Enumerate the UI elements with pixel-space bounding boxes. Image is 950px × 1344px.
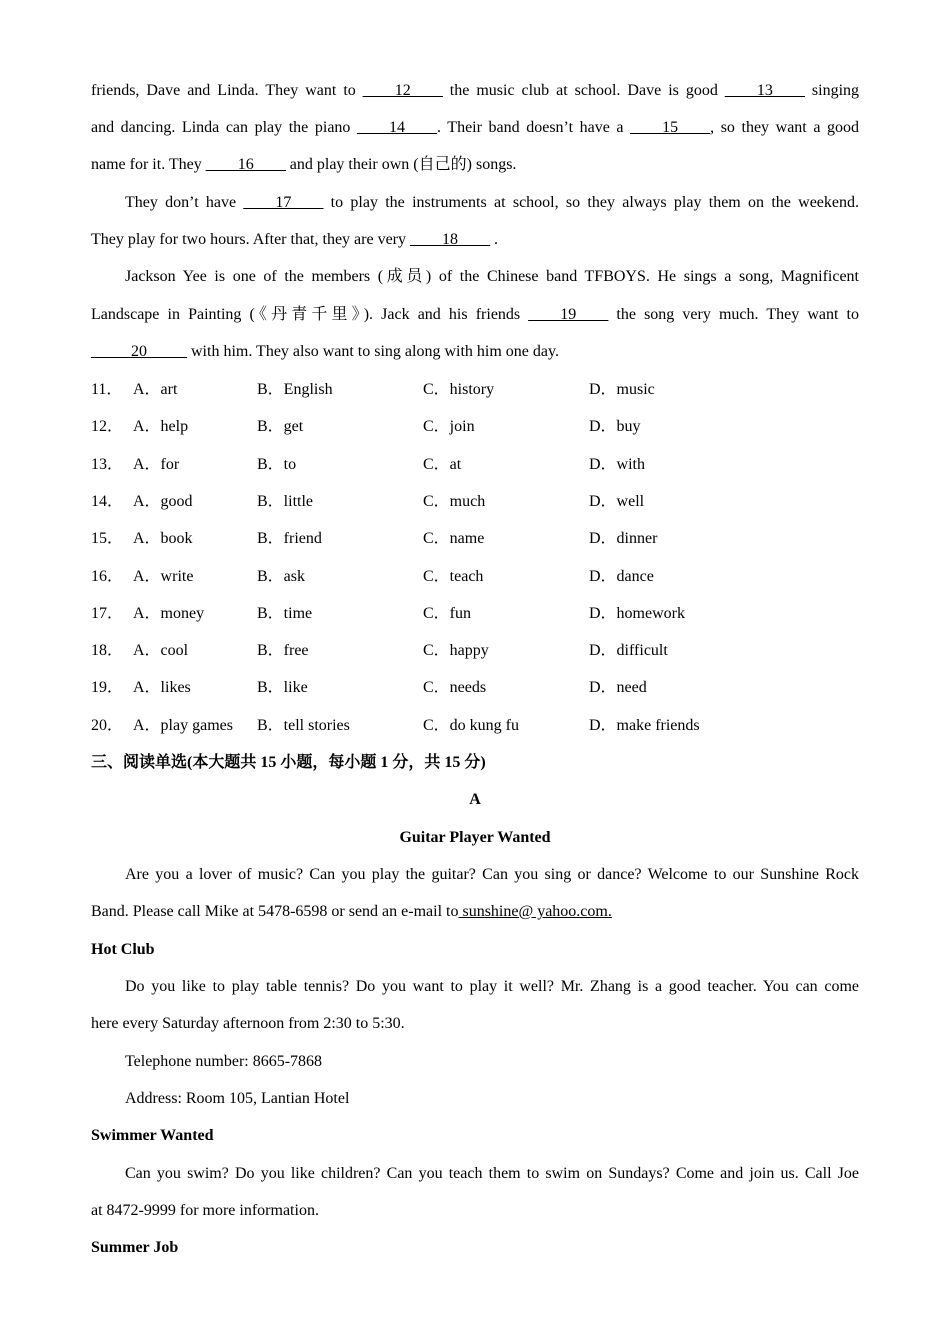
ad-hotclub-line-2: here every Saturday afternoon from 2:30 to 5:30. [91,1015,405,1032]
question-number: 18． [91,642,124,659]
question-number: 14． [91,493,124,510]
question-row [91,676,859,700]
option-a: A．good [133,493,193,510]
passage-text: , so they want a good [710,119,860,136]
question-row [91,565,859,589]
question-row [91,639,859,663]
question-number: 17． [91,605,124,622]
passage-text: and dancing. Linda can play the piano [91,119,358,136]
question-number: 15． [91,530,124,547]
blank-15: ____15____ [630,119,711,136]
question-row [91,490,859,514]
option-d: D．make friends [589,717,700,734]
option-a: A．write [133,568,194,585]
option-c: C．history [423,381,495,398]
blank-17: ____17____ [243,194,324,211]
option-d: D．with [589,456,646,473]
option-a: A．book [133,530,193,547]
option-a: A．play games [133,717,233,734]
ad-text: Band. Please call Mike at 5478-6598 or send an e-mail to [91,903,459,920]
passage-line-3 [91,153,859,177]
option-b: B．tell stories [257,717,350,734]
blank-20: _____20_____ [91,343,187,360]
option-a: A．for [133,456,180,473]
option-c: C．much [423,493,486,510]
passage-line-4 [125,191,859,215]
option-d: D．difficult [589,642,668,659]
passage-text: singing [804,82,860,99]
ad-title-guitar: Guitar Player Wanted [399,829,551,846]
ad-swimmer-line-2: at 8472-9999 for more information. [91,1202,319,1219]
passage-text: the music club at school. Dave is good [442,82,725,99]
passage-text: . [490,231,499,248]
question-row [91,714,859,738]
passage-text: They don’t have [125,194,244,211]
option-c: C．needs [423,679,487,696]
option-b: B．like [257,679,308,696]
question-number: 12． [91,418,124,435]
ad-title-swimmer: Swimmer Wanted [91,1127,214,1144]
ad-hotclub-phone: Telephone number: 8665-7868 [125,1053,323,1070]
option-b: B．ask [257,568,306,585]
option-d: D．dinner [589,530,658,547]
blank-13: ____13____ [724,82,805,99]
option-c: C．join [423,418,475,435]
passage-line-1 [91,79,859,103]
option-d: D．dance [589,568,654,585]
email-link[interactable]: sunshine@ yahoo.com. [458,903,612,920]
question-row [91,602,859,626]
option-c: C．happy [423,642,489,659]
passage-text: Jackson Yee is one of the members (成员) of the Chinese band TFBOYS. He sings a song, Magnificent [125,268,859,285]
option-c: C．do kung fu [423,717,520,734]
option-b: B．get [257,418,304,435]
passage-text: Landscape in Painting (《丹青千里》). Jack and his friends [91,306,529,323]
ad-title-hotclub: Hot Club [91,941,155,958]
option-a: A．likes [133,679,191,696]
passage-line-2 [91,116,859,140]
blank-12: ____12____ [362,82,443,99]
ad-guitar-line-2 [91,900,859,924]
ad-swimmer-line-1: Can you swim? Do you like children? Can you teach them to swim on Sundays? Come and join us. Call Joe [125,1165,859,1182]
option-a: A．cool [133,642,189,659]
option-a: A．art [133,381,178,398]
blank-14: ____14____ [357,119,438,136]
option-b: B．time [257,605,313,622]
question-number: 13． [91,456,124,473]
passage-label: A [469,791,481,808]
passage-text: to play the instruments at school, so they always play them on the weekend. [323,194,860,211]
passage-line-6 [125,265,859,289]
blank-16: ____16____ [205,156,286,173]
passage-text: name for it. They [91,156,206,173]
passage-text: friends, Dave and Linda. They want to [91,82,363,99]
option-b: B．little [257,493,314,510]
blank-18: ____18____ [410,231,491,248]
ad-hotclub-line-1: Do you like to play table tennis? Do you want to play it well? Mr. Zhang is a good teacher. You can come [125,978,859,995]
option-d: D．well [589,493,645,510]
option-b: B．free [257,642,309,659]
option-b: B．English [257,381,333,398]
ad-guitar-line-1: Are you a lover of music? Can you play the guitar? Can you sing or dance? Welcome to our Sunshine Rock [125,866,859,883]
option-d: D．homework [589,605,685,622]
blank-19: ____19____ [528,306,609,323]
passage-text: the song very much. They want to [608,306,859,323]
question-row [91,415,859,439]
passage-line-7 [91,303,859,327]
passage-text: . Their band doesn’t have a [437,119,631,136]
passage-line-8 [91,340,859,364]
section-heading: 三、阅读单选(本大题共 15 小题，每小题 1 分，共 15 分) [91,754,486,771]
passage-text: They play for two hours. After that, they are very [91,231,411,248]
option-d: D．need [589,679,647,696]
question-row [91,453,859,477]
question-number: 20． [91,717,124,734]
passage-text: with him. They also want to sing along with him one day. [187,343,559,360]
option-b: B．friend [257,530,322,547]
option-a: A．money [133,605,205,622]
question-row [91,378,859,402]
option-c: C．name [423,530,485,547]
passage-line-5 [91,228,859,252]
option-a: A．help [133,418,189,435]
question-number: 19． [91,679,124,696]
option-c: C．fun [423,605,472,622]
question-number: 16． [91,568,124,585]
ad-hotclub-address: Address: Room 105, Lantian Hotel [125,1090,350,1107]
option-d: D．buy [589,418,641,435]
question-number: 11． [91,381,123,398]
option-c: C．at [423,456,462,473]
question-row [91,527,859,551]
option-d: D．music [589,381,655,398]
option-b: B．to [257,456,297,473]
option-c: C．teach [423,568,484,585]
ad-title-summer: Summer Job [91,1239,179,1256]
passage-text: and play their own (自己的) songs. [285,156,517,173]
